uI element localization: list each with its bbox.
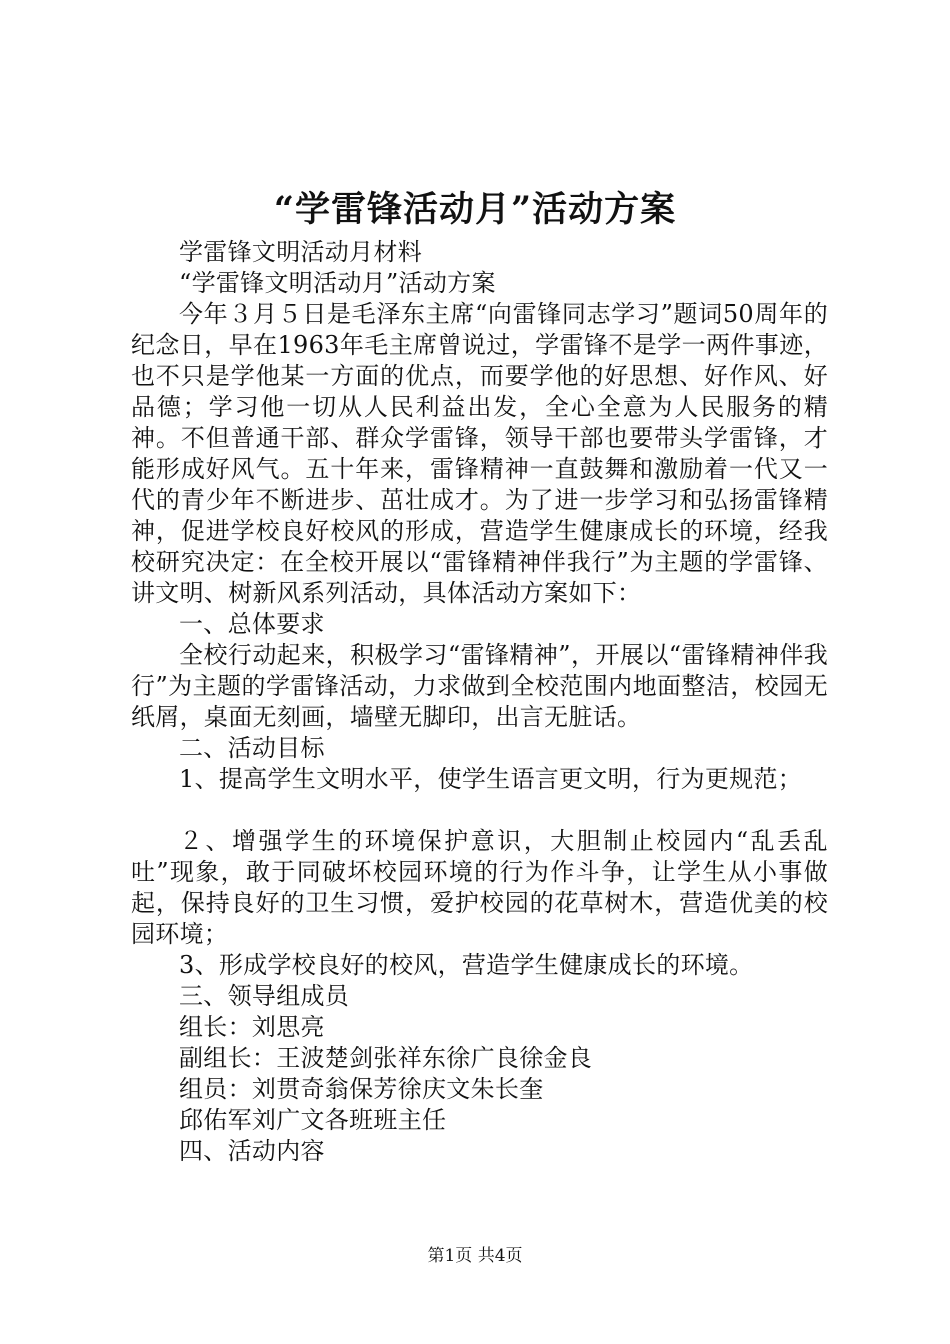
intro-paragraph: 今年３月５日是毛泽东主席“向雷锋同志学习”题词50周年的纪念日，早在1963年毛主席曾说过，学雷锋不是学一两件事迹，也不只是学他某一方面的优点，而要学他的好思想、好作风、好品德；学习他一切从人民利益出发，全心全意为人民服务的精神。不但普通干部、群众学雷锋，领导干部也要带头学雷锋，才能形成好风气。五十年来，雷锋精神一直鼓舞和激励着一代又一代的青少年不断进步、茁壮成才。为了进一步学习和弘扬雷锋精神，促进学校良好校风的形成，营造学生健康成长的环境，经我校研究决定：在全校开展以“雷锋精神伴我行”为主题的学雷锋、讲文明、树新风系列活动，具体活动方案如下： [131, 300, 828, 607]
members-line: 组员：刘贯奇翁保芳徐庆文朱长奎 [179, 1075, 544, 1103]
document-title: “学雷锋活动月”活动方案 [273, 189, 677, 230]
paragraph-gap [131, 795, 828, 826]
section-heading-requirements: 一、总体要求 [179, 610, 325, 638]
subtitle-plan: “学雷锋文明活动月”活动方案 [179, 269, 496, 297]
goal-item-3: 3、形成学校良好的校风，营造学生健康成长的环境。 [179, 951, 754, 979]
section-heading-content: 四、活动内容 [179, 1137, 325, 1165]
deputy-leader-line: 副组长：王波楚剑张祥东徐广良徐金良 [179, 1044, 593, 1072]
section-heading-goals: 二、活动目标 [179, 734, 325, 762]
goal-item-1: 1、提高学生文明水平，使学生语言更文明，行为更规范； [179, 765, 803, 793]
leader-line: 组长：刘思亮 [179, 1013, 325, 1041]
document-body [131, 237, 828, 1167]
requirements-paragraph: 全校行动起来，积极学习“雷锋精神”，开展以“雷锋精神伴我行”为主题的学雷锋活动，力求做到全校范围内地面整洁，校园无纸屑，桌面无刻画，墙壁无脚印，出言无脏话。 [131, 641, 828, 731]
goal-item-2: ２、增强学生的环境保护意识，大胆制止校园内“乱丢乱吐”现象，敢于同破坏校园环境的行为作斗争，让学生从小事做起，保持良好的卫生习惯，爱护校园的花草树木，营造优美的校园环境； [131, 827, 828, 948]
subtitle-material: 学雷锋文明活动月材料 [179, 238, 422, 266]
members-line-continued: 邱佑军刘广文各班班主任 [179, 1106, 447, 1134]
page-number-footer: 第1页 共4页 [427, 1246, 523, 1266]
section-heading-leadership: 三、领导组成员 [179, 982, 350, 1010]
